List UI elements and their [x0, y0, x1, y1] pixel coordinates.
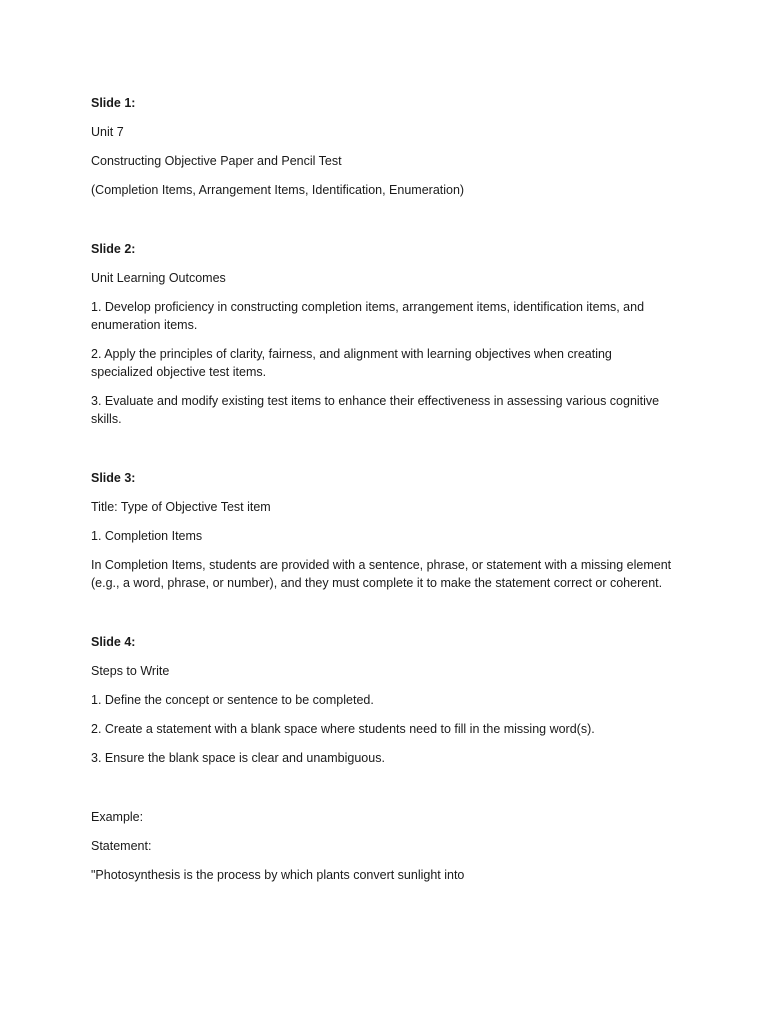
step-item-1: 1. Define the concept or sentence to be completed.	[91, 693, 374, 707]
slide-3-description: In Completion Items, students are provided with a sentence, phrase, or statement with a missing element (e.g., a word, phrase, or number), and they must complete it to make the statement correct or coherent.	[91, 558, 672, 590]
outcome-item-1: 1. Develop proficiency in constructing completion items, arrangement items, identification items, and enumeration items.	[91, 300, 645, 332]
slide-1-title: Constructing Objective Paper and Pencil Test	[91, 154, 342, 168]
outcome-item-2: 2. Apply the principles of clarity, fairness, and alignment with learning objectives when creating specialized objective test items.	[91, 347, 612, 379]
statement-text: "Photosynthesis is the process by which plants convert sunlight into	[91, 868, 465, 882]
statement-label: Statement:	[91, 839, 152, 853]
example-label: Example:	[91, 810, 144, 824]
slide-1-subtitle: (Completion Items, Arrangement Items, Identification, Enumeration)	[91, 183, 465, 197]
outcome-item-3: 3. Evaluate and modify existing test items to enhance their effectiveness in assessing various cognitive skills.	[91, 394, 660, 426]
slide-1-label: Slide 1:	[91, 96, 136, 110]
slide-4-label: Slide 4:	[91, 635, 136, 649]
slide-1-unit: Unit 7	[91, 125, 124, 139]
slide-2-heading: Unit Learning Outcomes	[91, 271, 226, 285]
slide-3-title: Title: Type of Objective Test item	[91, 500, 271, 514]
step-item-3: 3. Ensure the blank space is clear and unambiguous.	[91, 751, 385, 765]
step-item-2: 2. Create a statement with a blank space where students need to fill in the missing word(s).	[91, 722, 595, 736]
slide-2-label: Slide 2:	[91, 242, 136, 256]
slide-3-item: 1. Completion Items	[91, 529, 203, 543]
slide-4-heading: Steps to Write	[91, 664, 170, 678]
slide-3-label: Slide 3:	[91, 471, 136, 485]
